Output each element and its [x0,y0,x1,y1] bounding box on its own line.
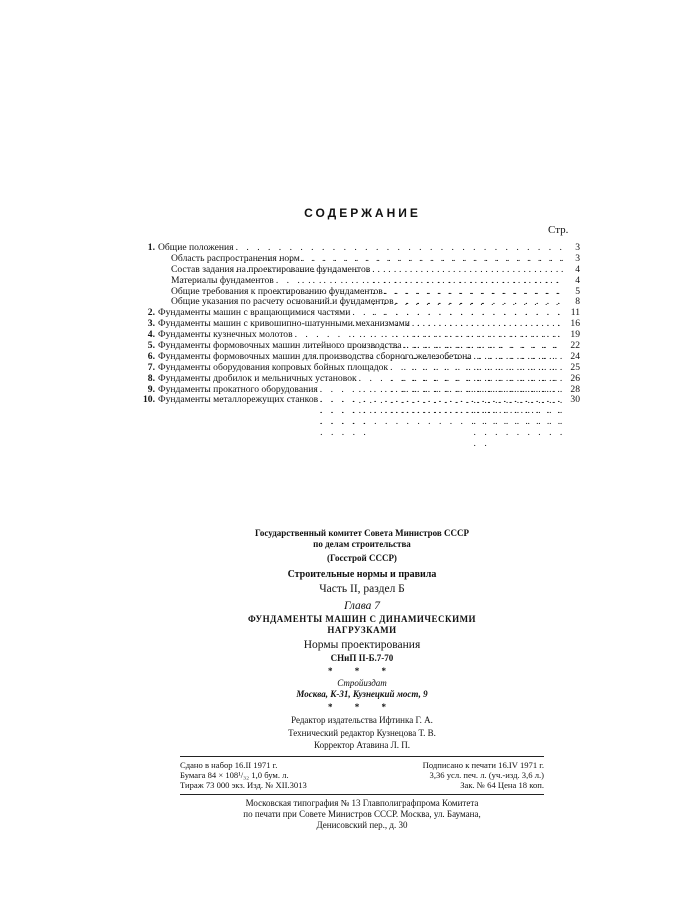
committee-line: по делам строительства [313,539,411,549]
toc-entry-label: Область распространения норм [171,252,300,264]
toc-entry-page: 8 [575,296,580,308]
toc-entry-page: 28 [570,383,580,395]
toc-entry-label: Фундаменты дробилок и мельничных установок [158,372,357,384]
toc-entry [143,395,580,406]
toc-entry-label: Фундаменты формовочных машин для производства сборного железобетона [158,350,472,362]
tech-editor: Технический редактор Кузнецова Т. В. [288,727,436,738]
printer-line: по печати при Совете Министров СССР. Москва, ул. Баумана, [243,808,481,819]
heading: ФУНДАМЕНТЫ МАШИН С ДИНАМИЧЕСКИМИ [247,614,477,624]
publication-line [180,780,544,790]
separator-stars: * * * [328,666,396,676]
toc-entry-page: 19 [570,329,580,341]
publication-line [180,770,544,780]
toc-entry [143,276,580,287]
toc-entry-page: 25 [570,361,580,373]
toc-entry-label: Фундаменты формовочных машин литейного производства [158,340,402,352]
toc-entry-page: 3 [575,252,580,264]
toc-entry-page: 16 [570,318,580,330]
table-of-contents [143,243,580,406]
toc-entry-page: 11 [570,307,580,319]
imprint-block [180,528,544,831]
toc-entry-label: Фундаменты машин с кривошипно-шатунными механизмами [158,318,410,330]
toc-entry-label: Фундаменты оборудования копровых бойных площадок [158,361,389,373]
toc-entry-number: 4. [147,329,155,341]
publication-left: Тираж 73 000 экз. Изд. № XII.3013 [180,779,307,790]
toc-entry-label: Фундаменты машин с вращающимися частями [158,307,351,319]
editor: Редактор издательства Ифтинка Г. А. [291,715,433,725]
printer-line: Московская типография № 13 Главполиграфпрома Комитета [245,797,479,808]
toc-entry-label: Материалы фундаментов [171,274,274,286]
toc-entry-page: 22 [570,340,580,352]
toc-entry-label: Фундаменты металлорежущих станков [158,394,319,406]
toc-entry-label: Состав задания на проектирование фундаментов [171,263,371,275]
toc-entry-label: Фундаменты кузнечных молотов [158,329,293,341]
subtitle: Нормы проектирования [303,639,421,651]
toc-title: СОДЕРЖАНИЕ [304,206,421,220]
publication-right: Зак. № 64 Цена 18 коп. [460,779,544,790]
leader-dots [320,395,568,439]
committee-line: Государственный комитет Совета Министров СССР [254,528,470,538]
part: Часть II, раздел Б [319,583,405,595]
toc-entry-number: 2. [147,307,155,319]
publication-right: Подписано к печати 16.IV 1971 г. [422,759,544,770]
toc-entry-number: 5. [147,340,155,352]
toc-entry-number: 9. [147,383,155,395]
toc-entry-page: 4 [575,274,580,286]
toc-entry-page: 5 [575,285,580,297]
divider [180,794,544,795]
publication-details [180,760,544,790]
heading: НАГРУЗКАМИ [327,625,397,635]
page-column-header: Стр. [548,224,569,236]
address: Москва, К-31, Кузнецкий мост, 9 [296,689,428,699]
toc-entry-label: Общие указания по расчету оснований и фундаментов [171,296,394,308]
toc-entry-page: 26 [570,372,580,384]
toc-entry-number: 1. [147,242,155,253]
toc-entry-label: Общие положения [158,242,234,253]
code: СНиП II-Б.7-70 [330,653,394,663]
toc-entry-number: 8. [147,372,155,384]
gosstroy: (Госстрой СССР) [327,553,397,563]
series-title: Строительные нормы и правила [287,569,437,580]
toc-entry-page: 30 [570,394,580,406]
divider [180,756,544,757]
chapter: Глава 7 [343,600,381,612]
toc-entry-number: 6. [147,350,155,362]
publication-left: Сдано в набор 16.II 1971 г. [180,759,278,770]
publication-right: 3,36 усл. печ. л. (уч.-изд. 3,6 л.) [429,769,544,780]
toc-entry-label: Фундаменты прокатного оборудования [158,383,318,395]
toc-entry [143,374,580,385]
toc-entry-page: 4 [575,263,580,275]
toc-entry-page: 3 [575,242,580,253]
toc-entry-number: 10. [143,394,155,406]
toc-entry-number: 3. [147,318,155,330]
corrector: Корректор Атавина Л. П. [314,740,410,750]
toc-entry-label: Общие требования к проектированию фундаментов [171,285,383,297]
separator-stars: * * * [328,702,396,712]
toc-entry-number: 7. [147,361,155,373]
publication-line [180,760,544,770]
publication-left: Бумага 84 × 108¹/₃₂ 1,0 бум. л. [180,769,289,780]
toc-entry-page: 24 [570,350,580,362]
publisher: Стройиздат [337,678,387,688]
printer-line: Денисовский пер., д. 30 [316,819,408,830]
